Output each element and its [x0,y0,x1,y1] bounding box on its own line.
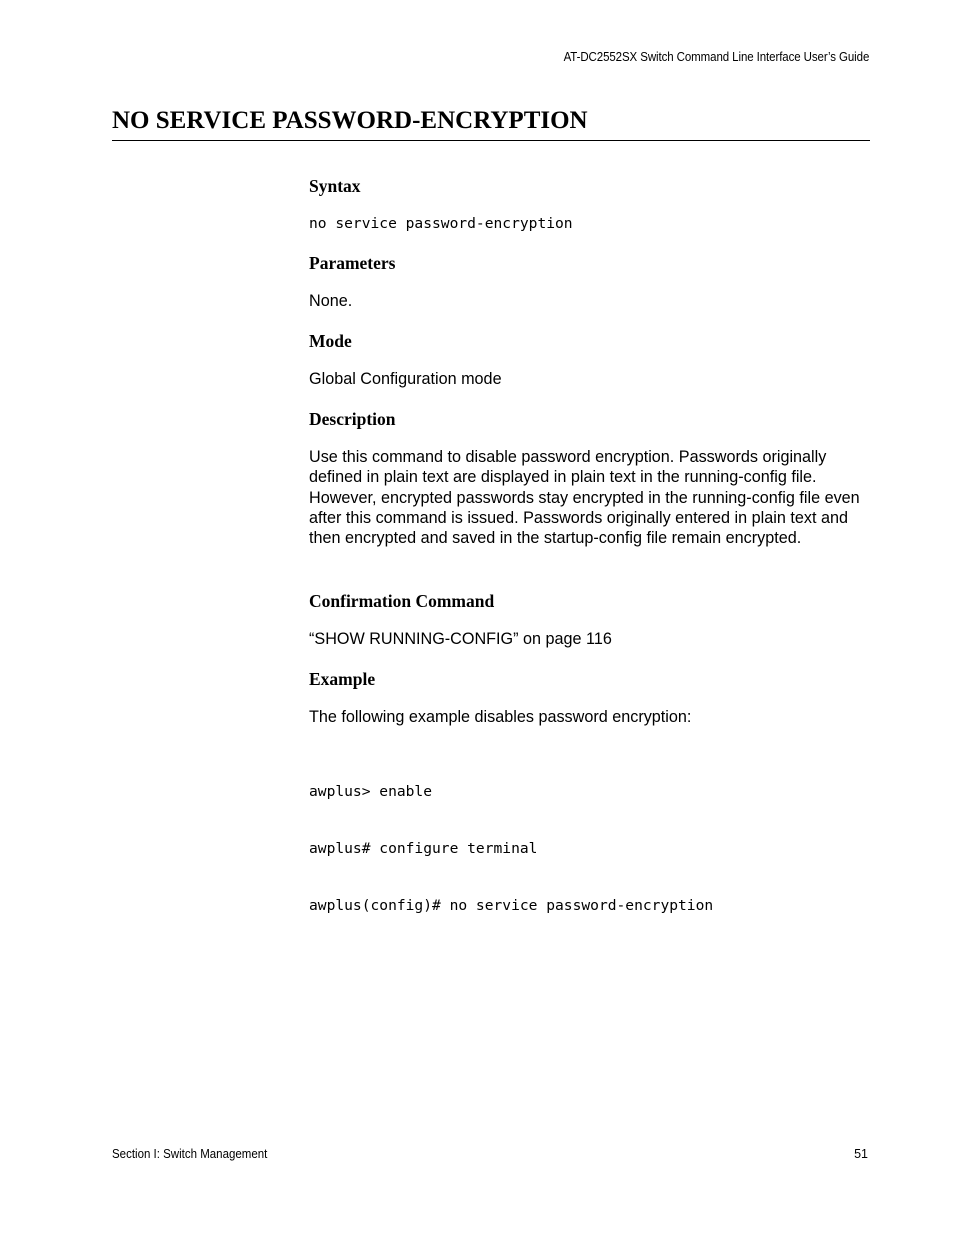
example-intro: The following example disables password encryption: [309,708,692,726]
example-code-block [309,744,869,953]
page-title: NO SERVICE PASSWORD-ENCRYPTION [112,107,588,134]
example-code-line: awplus(config)# no service password-encryption [309,897,714,914]
parameters-heading: Parameters [309,253,396,273]
running-header: AT-DC2552SX Switch Command Line Interface User’s Guide [563,50,869,64]
mode-text: Global Configuration mode [309,370,502,388]
confirmation-command-heading: Confirmation Command [309,591,495,611]
page-number: 51 [854,1147,868,1161]
syntax-code: no service password-encryption [309,215,573,232]
parameters-text: None. [309,292,353,310]
description-heading: Description [309,409,396,429]
mode-heading: Mode [309,331,352,351]
syntax-heading: Syntax [309,176,361,196]
title-divider [112,140,870,141]
example-code-line: awplus# configure terminal [309,840,538,857]
confirmation-command-link[interactable]: “SHOW RUNNING-CONFIG” on page 116 [309,630,612,648]
example-code-line: awplus> enable [309,783,433,800]
footer-section-label: Section I: Switch Management [112,1147,268,1161]
example-heading: Example [309,669,376,689]
description-text: Use this command to disable password encryption. Passwords originally defined in plain text are displayed in plain text in the running-config file. However, encrypted passwords stay encrypted in the running-config file even after this command is issued. Passwords originally entered in plain text and then encrypted and saved in the startup-config file remain encrypted. [309,448,860,548]
